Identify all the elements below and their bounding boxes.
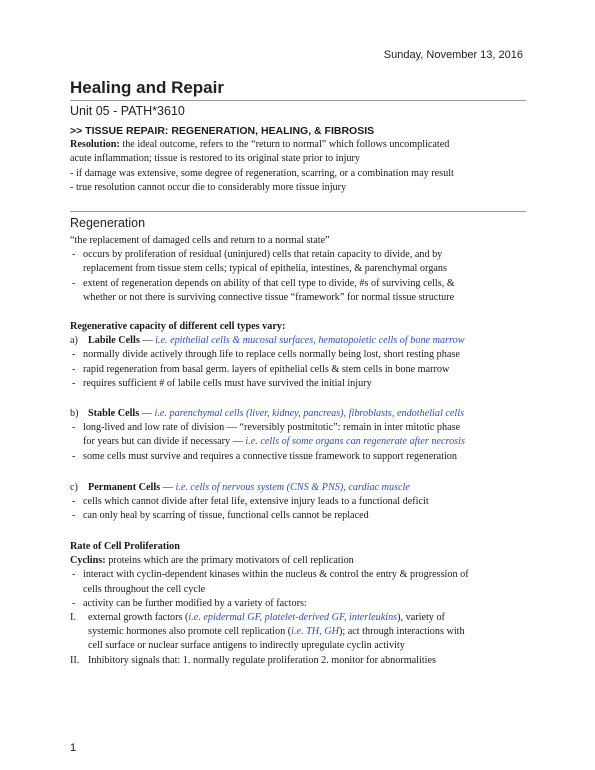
title-divider — [70, 100, 526, 101]
list-item: - can only heal by scarring of tissue, functional cells cannot be replaced — [72, 510, 369, 522]
text-span: requires sufficient # of labile cells must have survived the initial injury — [83, 377, 372, 389]
list-item: - some cells must survive and requires a connective tissue framework to support regeneration — [72, 450, 457, 462]
example-text: i.e. TH, GH — [291, 626, 339, 638]
list-item: - interact with cyclin-dependent kinases within the nucleus & control the entry & progression of — [72, 569, 469, 581]
proliferation-section — [70, 540, 530, 668]
list-marker: II. — [70, 654, 80, 666]
cell-type-label: Permanent Cells — [88, 482, 161, 493]
list-item-labile — [70, 334, 530, 348]
text-span: interact with cyclin-dependent kinases within the nucleus & control the entry & progression of — [83, 569, 469, 581]
text-span: occurs by proliferation of residual (uninjured) cells that retain capacity to divide, and by — [83, 249, 443, 261]
text-line — [70, 435, 530, 449]
capacity-section — [70, 320, 530, 391]
list-marker: a) — [70, 335, 78, 347]
list-item: - requires sufficient # of labile cells must have survived the initial injury — [72, 377, 372, 389]
subsection-heading: Regenerative capacity of different cell types vary: — [70, 321, 286, 332]
list-marker: b) — [70, 408, 79, 419]
text-line: acute inflammation; tissue is restored to its original state prior to injury — [70, 153, 361, 165]
regeneration-section — [70, 234, 530, 305]
text-span: long-lived and low rate of division — “reversibly postmitotic”: remain in inter mitotic phase — [83, 422, 461, 434]
text-line: cells throughout the cell cycle — [83, 583, 206, 595]
unit-subtitle: Unit 05 - PATH*3610 — [70, 104, 185, 118]
dash: — — [139, 335, 156, 347]
cell-type-label: Stable Cells — [88, 408, 140, 419]
cell-type-label: Labile Cells — [88, 335, 140, 347]
section-heading: >> TISSUE REPAIR: REGENERATION, HEALING, & FIBROSIS — [70, 125, 375, 137]
text-span: systemic hormones also promote cell replication ( — [88, 626, 292, 638]
page-title: Healing and Repair — [70, 78, 224, 97]
list-item: - long-lived and low rate of division — “reversibly postmitotic”: remain in inter mitotic phase — [72, 422, 461, 434]
text-span: external growth factors ( — [88, 612, 189, 624]
example-text: i.e. parenchymal cells (liver, kidney, pancreas), fibroblasts, endothelial cells — [154, 408, 465, 419]
resolution-line — [70, 138, 530, 152]
roman-item-1 — [70, 611, 530, 625]
list-item: - activity can be further modified by a variety of factors: — [72, 597, 307, 609]
text-span: extent of regeneration depends on ability of that cell type to divide, #s of surviving cells, & — [83, 277, 455, 289]
text-span: rapid regeneration from basal germ. layers of epithelial cells & stem cells in bone marrow — [83, 363, 450, 375]
list-item-permanent — [70, 481, 530, 495]
permanent-cells-section — [70, 481, 530, 524]
list-item: - rapid regeneration from basal germ. layers of epithelial cells & stem cells in bone marrow — [72, 363, 450, 375]
term-label: Resolution: — [70, 139, 120, 151]
quote-line: “the replacement of damaged cells and return to a normal state” — [70, 235, 330, 246]
text-line — [70, 625, 530, 639]
text-span: normally divide actively through life to replace cells normally being lost, short resting phase — [83, 349, 460, 361]
list-marker: c) — [70, 482, 78, 493]
page-number: 1 — [70, 742, 77, 754]
term-label: Cyclins: — [70, 555, 106, 567]
text-span: can only heal by scarring of tissue, functional cells cannot be replaced — [83, 510, 369, 522]
stable-cells-section — [70, 407, 530, 464]
text-span: ), variety of — [397, 612, 445, 624]
section-divider — [70, 211, 526, 212]
list-item: - extent of regeneration depends on ability of that cell type to divide, #s of surviving cells, & — [72, 277, 455, 289]
subsection-heading: Rate of Cell Proliferation — [70, 541, 180, 552]
list-item: - cells which cannot divide after fetal life, extensive injury leads to a functional deficit — [72, 496, 429, 508]
list-marker: I. — [70, 612, 76, 624]
cyclins-line — [70, 554, 530, 568]
section-title: Regeneration — [70, 216, 146, 230]
text-span: Inhibitory signals that: 1. normally regulate proliferation 2. monitor for abnormalities — [88, 654, 436, 666]
text-line: whether or not there is surviving connective tissue “framework” for normal tissue structure — [83, 291, 455, 303]
definition-text: proteins which are the primary motivators of cell replication — [105, 555, 354, 567]
dash: — — [139, 408, 155, 419]
list-item: - occurs by proliferation of residual (uninjured) cells that retain capacity to divide, and by — [72, 249, 443, 261]
dash: — — [160, 482, 176, 493]
text-span: cells which cannot divide after fetal life, extensive injury leads to a functional deficit — [83, 496, 429, 508]
text-line: - true resolution cannot occur die to considerably more tissue injury — [70, 181, 347, 193]
roman-item-2 — [70, 654, 530, 668]
intro-section — [70, 124, 530, 195]
note-date: Sunday, November 13, 2016 — [383, 49, 523, 61]
text-line: cell surface or nuclear surface antigens to indirectly upregulate cyclin activity — [88, 640, 405, 652]
definition-text: the ideal outcome, refers to the “return to normal” which follows uncomplicated — [119, 139, 450, 151]
list-item-stable — [70, 407, 530, 421]
example-text: i.e. epithelial cells & mucosal surfaces, hematopoietic cells of bone marrow — [155, 335, 465, 347]
example-text: i.e. epidermal GF, platelet-derived GF, interleukins — [188, 612, 398, 624]
text-span: some cells must survive and requires a connective tissue framework to support regeneration — [83, 450, 457, 462]
text-span: activity can be further modified by a variety of factors: — [83, 597, 307, 609]
list-item: - normally divide actively through life to replace cells normally being lost, short resting phase — [72, 349, 460, 361]
text-span: for years but can divide if necessary — — [83, 436, 246, 448]
example-text: i.e. cells of nervous system (CNS & PNS), cardiac muscle — [175, 482, 410, 493]
text-span: ); act through interactions with — [338, 626, 465, 638]
text-line: replacement from tissue stem cells; typical of epithelia, intestines, & parenchymal organs — [83, 263, 447, 275]
text-line: - if damage was extensive, some degree of regeneration, scarring, or a combination may result — [70, 167, 454, 179]
example-text: i.e. cells of some organs can regenerate after necrosis — [245, 436, 465, 448]
